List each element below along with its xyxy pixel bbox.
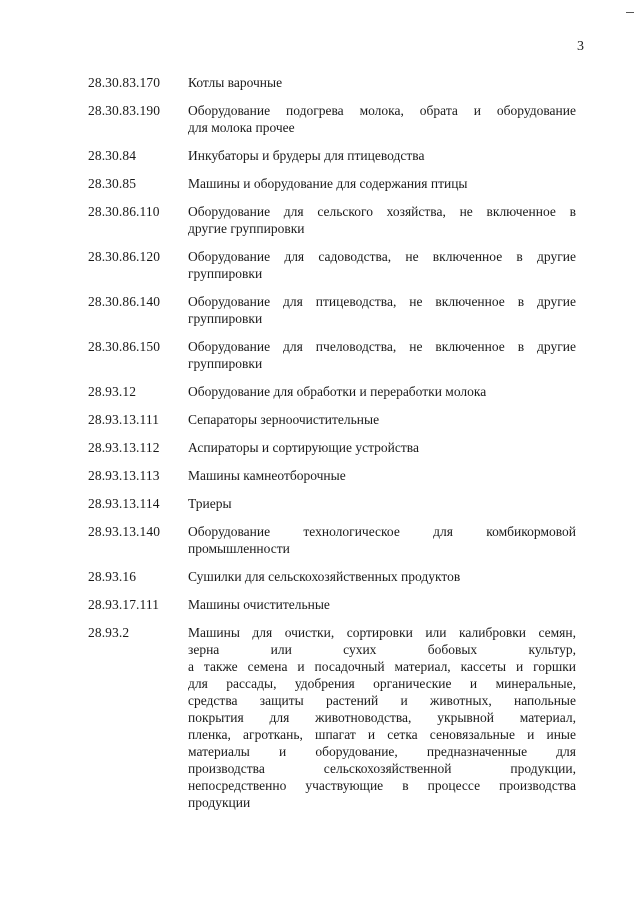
item-code: 28.93.2 — [88, 625, 130, 640]
item-description — [188, 439, 576, 456]
list-item — [88, 203, 576, 237]
list-item — [88, 147, 576, 164]
item-code: 28.30.86.110 — [88, 204, 160, 219]
description-line: группировки — [188, 266, 263, 281]
item-description — [188, 248, 576, 282]
item-description — [188, 523, 576, 557]
description-line: Оборудование технологическое для комбикормовой — [188, 524, 576, 539]
item-code: 28.93.13.114 — [88, 496, 160, 511]
description-line: а также семена и посадочный материал, кассеты и горшки — [188, 659, 576, 674]
description-line: Оборудование подогрева молока, обрата и оборудование — [188, 103, 576, 118]
item-code: 28.30.84 — [88, 148, 137, 163]
item-description — [188, 203, 576, 237]
description-line: Оборудование для сельского хозяйства, не включенное в — [188, 204, 576, 219]
description-line: Оборудование для пчеловодства, не включенное в другие — [188, 339, 576, 354]
list-item — [88, 596, 576, 613]
list-item — [88, 467, 576, 484]
description-line: для молока прочее — [188, 120, 295, 135]
description-line: пленка, агроткань, шпагат и сетка сеновязальные и иные — [188, 727, 576, 742]
description-line: Аспираторы и сортирующие устройства — [188, 440, 419, 455]
page-number: 3 — [577, 39, 584, 54]
description-line: Триеры — [188, 496, 232, 511]
list-item — [88, 495, 576, 512]
list-item — [88, 338, 576, 372]
description-line: Оборудование для обработки и переработки молока — [188, 384, 487, 399]
description-line: производства сельскохозяйственной продукции, — [188, 761, 576, 776]
item-description — [188, 596, 576, 613]
description-line: для рассады, удобрения органические и минеральные, — [188, 676, 576, 691]
item-code: 28.93.13.140 — [88, 524, 161, 539]
item-code: 28.93.17.111 — [88, 597, 160, 612]
item-code: 28.93.13.112 — [88, 440, 160, 455]
item-description — [188, 383, 576, 400]
description-line: непосредственно участвующие в процессе производства — [188, 778, 576, 793]
item-code: 28.30.86.150 — [88, 339, 161, 354]
item-code: 28.30.83.190 — [88, 103, 161, 118]
description-line: Сепараторы зерноочистительные — [188, 412, 380, 427]
list-item — [88, 568, 576, 585]
description-line: материалы и оборудование, предназначенные для — [188, 744, 576, 759]
item-code: 28.93.13.113 — [88, 468, 160, 483]
item-code: 28.30.83.170 — [88, 75, 161, 90]
list-item — [88, 175, 576, 192]
list-item — [88, 102, 576, 136]
item-code: 28.30.85 — [88, 176, 137, 191]
list-item — [88, 411, 576, 428]
item-code: 28.30.86.140 — [88, 294, 161, 309]
list-item — [88, 383, 576, 400]
description-line: промышленности — [188, 541, 290, 556]
list-item — [88, 74, 576, 91]
description-line: Котлы варочные — [188, 75, 283, 90]
description-line: Машины очистительные — [188, 597, 330, 612]
item-description — [188, 495, 576, 512]
description-line: другие группировки — [188, 221, 305, 236]
item-code: 28.93.16 — [88, 569, 137, 584]
item-code: 28.30.86.120 — [88, 249, 161, 264]
list-item — [88, 624, 576, 811]
item-description — [188, 293, 576, 327]
item-description — [188, 467, 576, 484]
item-description — [188, 74, 576, 91]
description-line: Оборудование для садоводства, не включенное в другие — [188, 249, 576, 264]
description-line: зерна или сухих бобовых культур, — [188, 642, 576, 657]
description-line: Инкубаторы и брудеры для птицеводства — [188, 148, 425, 163]
description-line: Машины для очистки, сортировки или калибровки семян, — [188, 625, 576, 640]
description-line: средства защиты растений и животных, напольные — [188, 693, 576, 708]
item-description — [188, 568, 576, 585]
item-description — [188, 147, 576, 164]
description-line: Оборудование для птицеводства, не включенное в другие — [188, 294, 576, 309]
scan-corner-mark — [626, 12, 634, 13]
description-line: группировки — [188, 356, 263, 371]
description-line: Машины камнеотборочные — [188, 468, 346, 483]
item-description — [188, 624, 576, 811]
item-description — [188, 175, 576, 192]
list-item — [88, 293, 576, 327]
description-line: покрытия для животноводства, укрывной материал, — [188, 710, 576, 725]
list-item — [88, 248, 576, 282]
description-line: группировки — [188, 311, 263, 326]
classification-list — [88, 74, 576, 822]
description-line: Сушилки для сельскохозяйственных продуктов — [188, 569, 461, 584]
list-item — [88, 439, 576, 456]
list-item — [88, 523, 576, 557]
item-description — [188, 338, 576, 372]
description-line: продукции — [188, 795, 251, 810]
item-code: 28.93.12 — [88, 384, 137, 399]
description-line: Машины и оборудование для содержания птицы — [188, 176, 468, 191]
item-description — [188, 102, 576, 136]
item-code: 28.93.13.111 — [88, 412, 160, 427]
item-description — [188, 411, 576, 428]
